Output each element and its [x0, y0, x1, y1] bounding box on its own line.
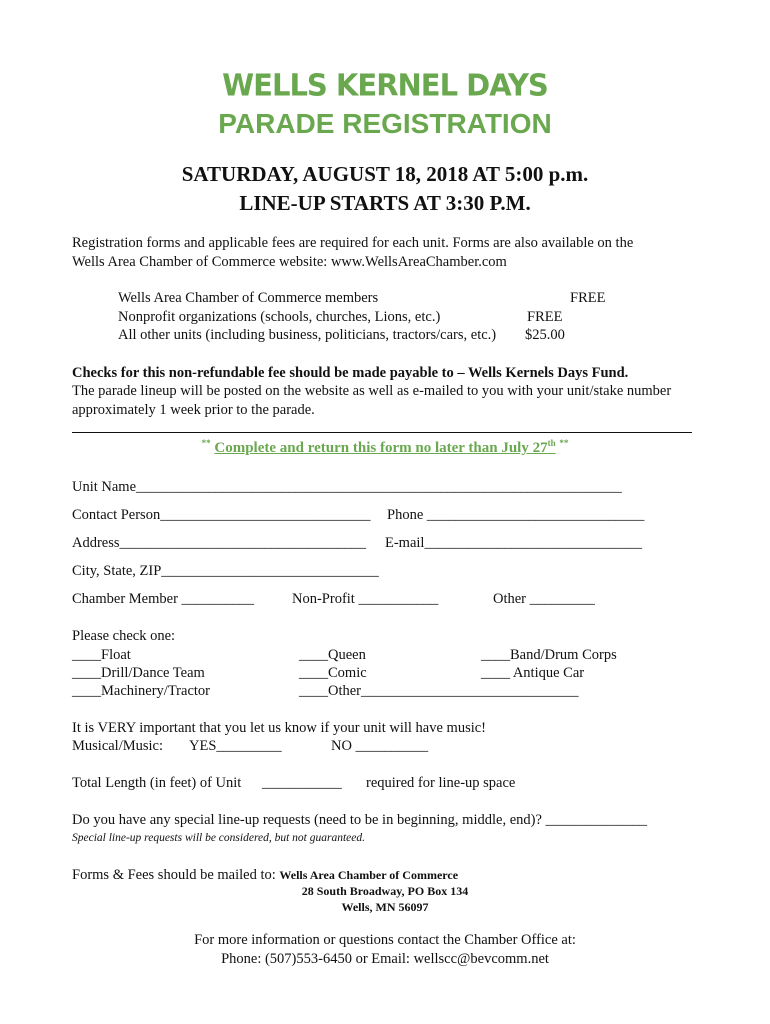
mailing-label-text: Forms & Fees should be mailed to: — [72, 867, 276, 883]
music-label: Musical/Music: — [72, 738, 164, 754]
option-antique-car[interactable]: ____ Antique Car — [481, 665, 585, 681]
form-title: PARADE REGISTRATION — [218, 108, 552, 139]
option-drill-dance-team[interactable]: ____Drill/Dance Team — [72, 665, 205, 681]
contact-person-field[interactable]: Contact Person_____________________________ — [72, 507, 371, 523]
lineup-notice-line-1: The parade lineup will be posted on the website as well as e-mailed to you with your unit/stake number — [72, 383, 672, 399]
option-queen[interactable]: ____Queen — [299, 647, 366, 663]
phone-field[interactable]: Phone ______________________________ — [387, 507, 645, 523]
intro-line-2: Wells Area Chamber of Commerce website: www.WellsAreaChamber.com — [72, 254, 507, 270]
notice-text — [214, 440, 555, 456]
fee-row — [118, 309, 440, 326]
lineup-request-field[interactable]: Do you have any special line-up requests (need to be in beginning, middle, end)? ______________ — [72, 812, 648, 828]
contact-line-2: Phone: (507)553-6450 or Email: wellscc@bevcomm.net — [221, 951, 549, 967]
music-no-field[interactable]: NO __________ — [331, 738, 429, 754]
music-yes-field[interactable]: YES_________ — [189, 738, 282, 754]
length-field[interactable]: ___________ — [262, 775, 342, 791]
fee-label: Wells Area Chamber of Commerce members — [118, 290, 379, 306]
request-disclaimer: Special line-up requests will be considered, but not guaranteed. — [72, 832, 365, 844]
intro-line-1: Registration forms and applicable fees are required for each unit. Forms are also available on the — [72, 235, 634, 251]
option-comic[interactable]: ____Comic — [299, 665, 367, 681]
mailing-street: 28 South Broadway, PO Box 134 — [301, 884, 469, 898]
music-note: It is VERY important that you let us know if your unit will have music! — [72, 720, 487, 736]
lineup-time: LINE-UP STARTS AT 3:30 P.M. — [239, 191, 531, 215]
other-field[interactable]: Other _________ — [493, 591, 595, 607]
event-title: WELLS KERNEL DAYS — [222, 67, 548, 103]
fee-amount: FREE — [527, 309, 563, 325]
fee-row — [118, 290, 378, 307]
lineup-notice-line-2: approximately 1 week prior to the parade. — [72, 402, 315, 418]
fee-amount: FREE — [570, 290, 606, 306]
notice-suffix: ** — [559, 438, 569, 448]
option-band-drum-corps[interactable]: ____Band/Drum Corps — [481, 647, 617, 663]
fee-row — [118, 327, 496, 344]
address-field[interactable]: Address__________________________________ — [72, 535, 367, 551]
non-profit-field[interactable]: Non-Profit ___________ — [292, 591, 439, 607]
notice-text-main: Complete and return this form no later than July 27 — [214, 440, 548, 456]
length-label: Total Length (in feet) of Unit — [72, 775, 242, 791]
unit-name-field[interactable]: Unit Name___________________________________________________________________ — [72, 479, 622, 495]
divider — [72, 432, 692, 433]
mailing-city: Wells, MN 56097 — [341, 900, 429, 914]
option-float[interactable]: ____Float — [72, 647, 131, 663]
email-field[interactable]: E-mail______________________________ — [385, 535, 642, 551]
length-suffix: required for line-up space — [366, 775, 516, 791]
mailing-org: Wells Area Chamber of Commerce — [279, 868, 459, 882]
check-one-heading: Please check one: — [72, 628, 176, 644]
fee-label: All other units (including business, politicians, tractors/cars, etc.) — [118, 327, 497, 343]
notice-prefix: ** — [201, 438, 211, 448]
payment-instructions: Checks for this non-refundable fee should be made payable to – Wells Kernels Days Fund. — [72, 365, 629, 381]
deadline-notice — [0, 438, 770, 457]
notice-superscript: th — [547, 438, 556, 448]
option-machinery-tractor[interactable]: ____Machinery/Tractor — [72, 683, 210, 699]
event-date: SATURDAY, AUGUST 18, 2018 AT 5:00 p.m. — [181, 162, 589, 186]
contact-line-1: For more information or questions contact the Chamber Office at: — [194, 932, 576, 948]
fee-label: Nonprofit organizations (schools, churches, Lions, etc.) — [118, 309, 441, 325]
mailing-label — [72, 867, 458, 884]
option-other[interactable]: ____Other______________________________ — [299, 683, 579, 699]
fee-amount: $25.00 — [525, 327, 565, 343]
city-state-zip-field[interactable]: City, State, ZIP______________________________ — [72, 563, 379, 579]
chamber-member-field[interactable]: Chamber Member __________ — [72, 591, 255, 607]
